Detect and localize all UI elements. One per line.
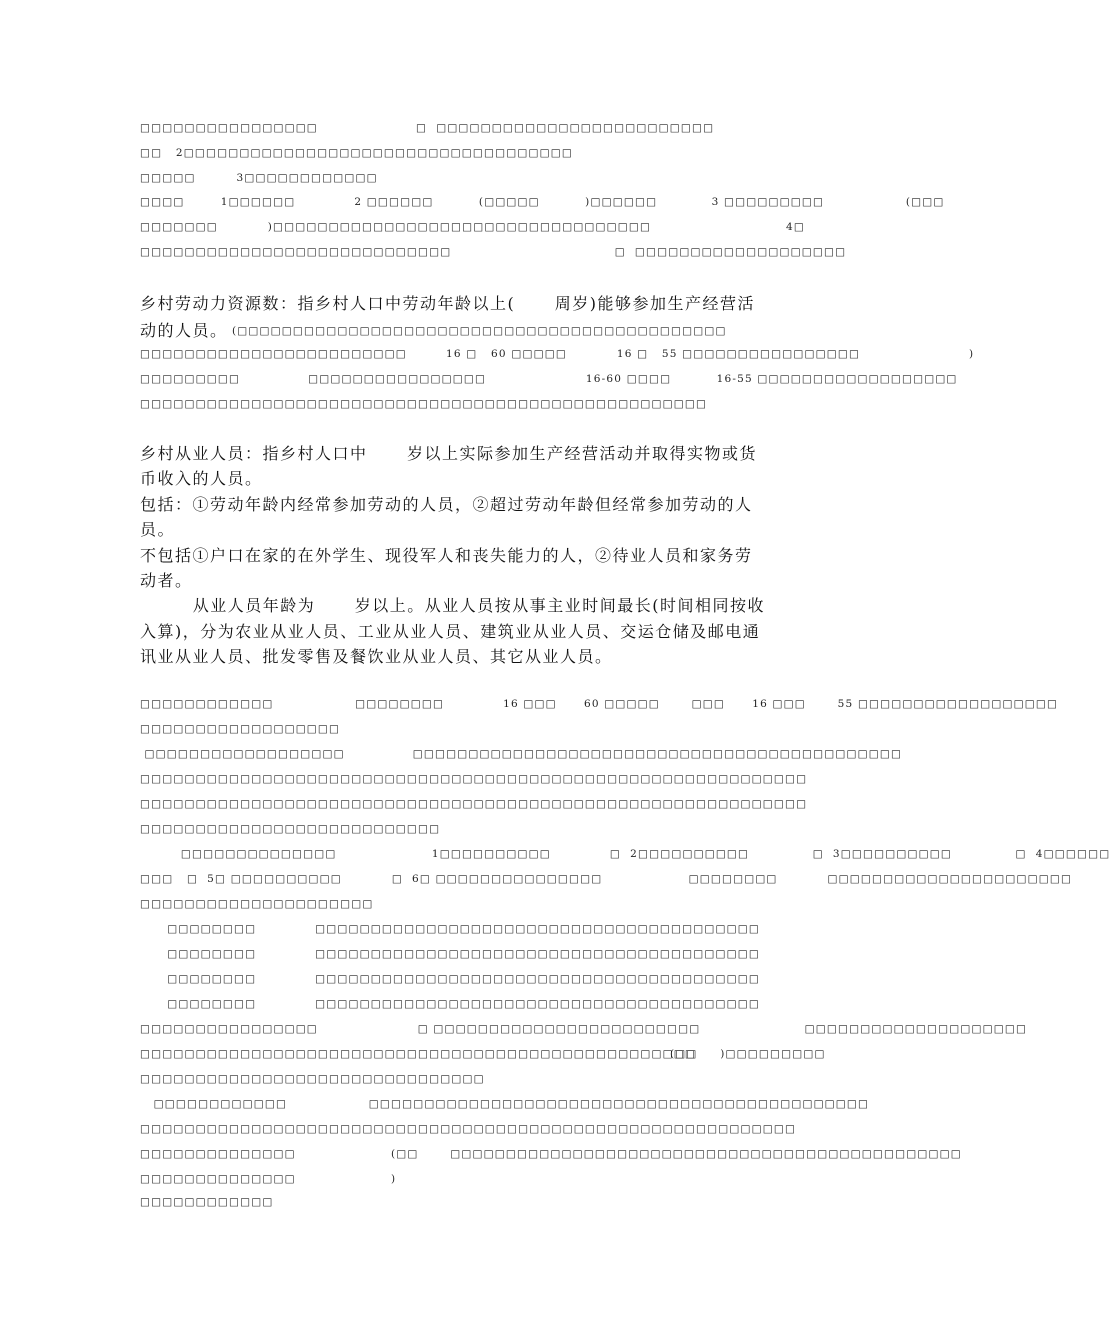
employed-text-line: 入算)，分为农业从业人员、工业从业人员、建筑业从业人员、交运仓储及邮电通 — [140, 622, 761, 641]
labor-resources-line-2: 动的人员。 — [140, 321, 228, 340]
text-line: 16 □ 60 □□□□□ 16 □ 55 □□□□□□□□□□□□□□□□ ) — [446, 348, 975, 360]
employed-text-line: 讯业从业人员、批发零售及餐饮业从业人员、其它从业人员。 — [140, 647, 613, 666]
text-line: □□□□□□□□□□□□□□□□□□□□□□□□□□□□□□□□□□□□□□□□□□□□□□□□□□□□□□□□□□□ — [140, 1123, 797, 1135]
employed-text-line: 包括：①劳动年龄内经常参加劳动的人员，②超过劳动年龄但经常参加劳动的人 — [140, 495, 753, 514]
text-line: □□□ □ 5□ □□□□□□□□□□ □ 6□ □□□□□□□□□□□□□□□ □□□□□□□□ □□□□□□□□□□□□□□□□□□□□□□ — [140, 873, 1073, 885]
text-line: □□□□ 1□□□□□□ 2 □□□□□□ (□□□□□ )□□□□□□ 3 □□□□□□□□□ (□□□ — [140, 196, 945, 208]
text-line: □□□□□□□□□□□□□□ ) — [140, 1173, 397, 1185]
employed-text-line: 乡村从业人员：指乡村人口中 岁以上实际参加生产经营活动并取得实物或货 — [140, 444, 758, 463]
text-line: □□□□□□□□□□□□□□□□□□□□□□□□□□□□□□□ — [140, 1073, 485, 1085]
text-line: □□□□□□□ )□□□□□□□□□□□□□□□□□□□□□□□□□□□□□□□□□□ — [140, 221, 652, 233]
text-line: □□□□□□□□□□□□□□□□□□□□□□□□ — [140, 348, 407, 360]
text-line: (□□□□□□□□□□□□□□□□□□□□□□□□□□□□□□□□□□□□□□□□□□□□ — [232, 325, 727, 337]
text-line: □□□□□□□□□□□□□□□□ — [140, 122, 318, 134]
text-line: □□□□□□□□□□□□□□□□□□ □□□□□□□□□□□□□□□□□□□□□□□□□□□□□□□□□□□□□□□□□□□□ — [140, 748, 903, 760]
text-line: (□□ )□□□□□□□□□ — [670, 1048, 826, 1060]
text-line: □□□□□□□□ □□□□□□□□□□□□□□□□□□□□□□□□□□□□□□□□□□□□□□□□ — [140, 948, 761, 960]
text-line: □□□□□□□□□□□□ □□□□□□□□□□□□□□□□□□□□□□□□□□□□□□□□□□□□□□□□□□□□□ — [140, 1098, 870, 1110]
text-line: □□□□□□□□□□□□□□□□□□□□□□□□□□□□□□□□□□□□□□□□□□□□□□□□□□□ — [140, 398, 708, 410]
employed-text-line: 从业人员年龄为 岁以上。从业人员按从事主业时间最长(时间相同按收 — [140, 596, 765, 615]
text-line: □□□□□□□□□□□□ □□□□□□□□ 16 □□□ 60 □□□□□ □□□ 16 □□□ 55 □□□□□□□□□□□□□□□□□□ — [140, 698, 1059, 710]
text-line: □□□□□□□□ □□□□□□□□□□□□□□□□□□□□□□□□□□□□□□□□□□□□□□□□ — [140, 973, 761, 985]
text-line: □□□□□□□□□ □□□□□□□□□□□□□□□□ 16-60 □□□□ 16-55 □□□□□□□□□□□□□□□□□□ — [140, 373, 958, 385]
text-line: □□□□□□□□□□□□□□□□□□□□□□□□□□□□□□□□□□□□□□□□□□□□□□□□□□□□□□□□□□□□ — [140, 798, 808, 810]
text-line: □□ 2□□□□□□□□□□□□□□□□□□□□□□□□□□□□□□□□□□□ — [140, 147, 573, 159]
text-line: □□□□□□□□□□□□□□□□□□□□□□□□□□□□□□□□□□□□□□□□□□□□□□□□□□ — [140, 1048, 697, 1060]
text-line: □□□□□□□□□□□□□□ (□□ □□□□□□□□□□□□□□□□□□□□□□□□□□□□□□□□□□□□□□□□□□□□□□ — [140, 1148, 962, 1160]
text-line: □□□□□□□□□□□□□□□□□□ — [140, 723, 341, 735]
employed-text-line: 不包括①户口在家的在外学生、现役军人和丧失能力的人，②待业人员和家务劳 — [140, 546, 753, 565]
text-line: □□□□□□□□□□□□□□□□□□□□□□□□□□□ — [140, 823, 441, 835]
text-line: □□□□□□□□□□□□□□□□□□□□□□□□□□□□ □ □□□□□□□□□□□□□□□□□□□ — [140, 246, 847, 258]
text-line: □ □□□□□□□□□□□□□□□□□□□□□□□□□ — [416, 122, 715, 134]
text-line: □□□□□□□□□□□□□□ 1□□□□□□□□□□ □ 2□□□□□□□□□□ □ 3□□□□□□□□□□ □ 4□□□□□□ — [140, 848, 1110, 860]
employed-text-line: 员。 — [140, 520, 176, 539]
employed-text-line: 币收入的人员。 — [140, 469, 263, 488]
text-line: □□□□□□□□□□□□□□□□□□□□□□□□□□□□□□□□□□□□□□□□□□□□□□□□□□□□□□□□□□□□ — [140, 773, 808, 785]
text-line: □□□□□□□□ □□□□□□□□□□□□□□□□□□□□□□□□□□□□□□□□□□□□□□□□ — [140, 998, 761, 1010]
text-line: □□□□□□□□□□□□□□□□ □ □□□□□□□□□□□□□□□□□□□□□□□□ □□□□□□□□□□□□□□□□□□□□ — [140, 1023, 1028, 1035]
labor-resources-line-1: 乡村劳动力资源数：指乡村人口中劳动年龄以上( 周岁)能够参加生产经营活 — [140, 294, 756, 313]
text-line: □□□□□□□□□□□□□□□□□□□□□ — [140, 898, 374, 910]
text-line: □□□□□□□□□□□□ — [140, 1196, 274, 1208]
text-line: □□□□□ 3□□□□□□□□□□□□ — [140, 172, 378, 184]
text-line: □□□□□□□□ □□□□□□□□□□□□□□□□□□□□□□□□□□□□□□□□□□□□□□□□ — [140, 923, 761, 935]
employed-text-line: 动者。 — [140, 571, 193, 590]
text-line: 4□ — [786, 221, 806, 233]
